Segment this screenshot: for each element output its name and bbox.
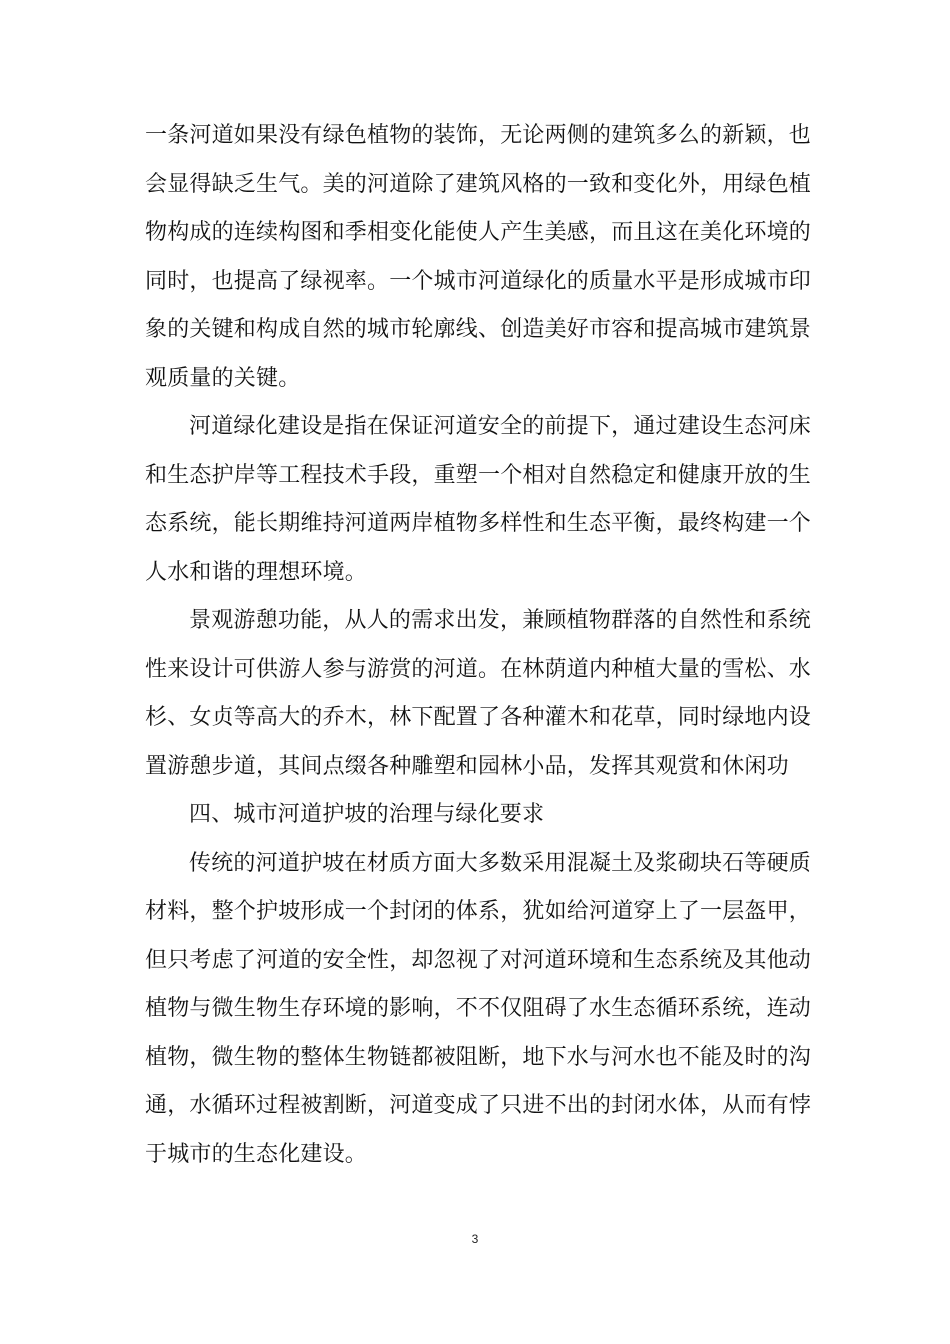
page-number: 3 <box>471 1232 479 1246</box>
paragraph-2: 河道绿化建设是指在保证河道安全的前提下，通过建设生态河床和生态护岸等工程技术手段，重塑一个相对自然稳定和健康开放的生态系统，能长期维持河道两岸植物多样性和生态平衡，最终构建一个人水和谐的理想环境。 <box>145 414 812 585</box>
paragraph-3: 景观游憩功能，从人的需求出发，兼顾植物群落的自然性和系统性来设计可供游人参与游赏的河道。在林荫道内种植大量的雪松、水杉、女贞等高大的乔木，林下配置了各种灌木和花草，同时绿地内设置游憩步道，其间点缀各种雕塑和园林小品，发挥其观赏和休闲功 <box>145 608 812 779</box>
document-body <box>145 112 811 1179</box>
section-heading: 四、城市河道护坡的治理与绿化要求 <box>189 802 545 827</box>
paragraph-1: 一条河道如果没有绿色植物的装饰，无论两侧的建筑多么的新颖，也会显得缺乏生气。美的河道除了建筑风格的一致和变化外，用绿色植物构成的连续构图和季相变化能使人产生美感，而且这在美化环境的同时，也提高了绿视率。一个城市河道绿化的质量水平是形成城市印象的关键和构成自然的城市轮廓线、创造美好市容和提高城市建筑景观质量的关键。 <box>145 123 812 391</box>
paragraph-4: 传统的河道护坡在材质方面大多数采用混凝土及浆砌块石等硬质材料，整个护坡形成一个封闭的体系，犹如给河道穿上了一层盔甲，但只考虑了河道的安全性，却忽视了对河道环境和生态系统及其他动植物与微生物生存环境的影响，不不仅阻碍了水生态循环系统，连动植物，微生物的整体生物链都被阻断，地下水与河水也不能及时的沟通，水循环过程被割断，河道变成了只进不出的封闭水体，从而有悖于城市的生态化建设。 <box>145 850 812 1167</box>
